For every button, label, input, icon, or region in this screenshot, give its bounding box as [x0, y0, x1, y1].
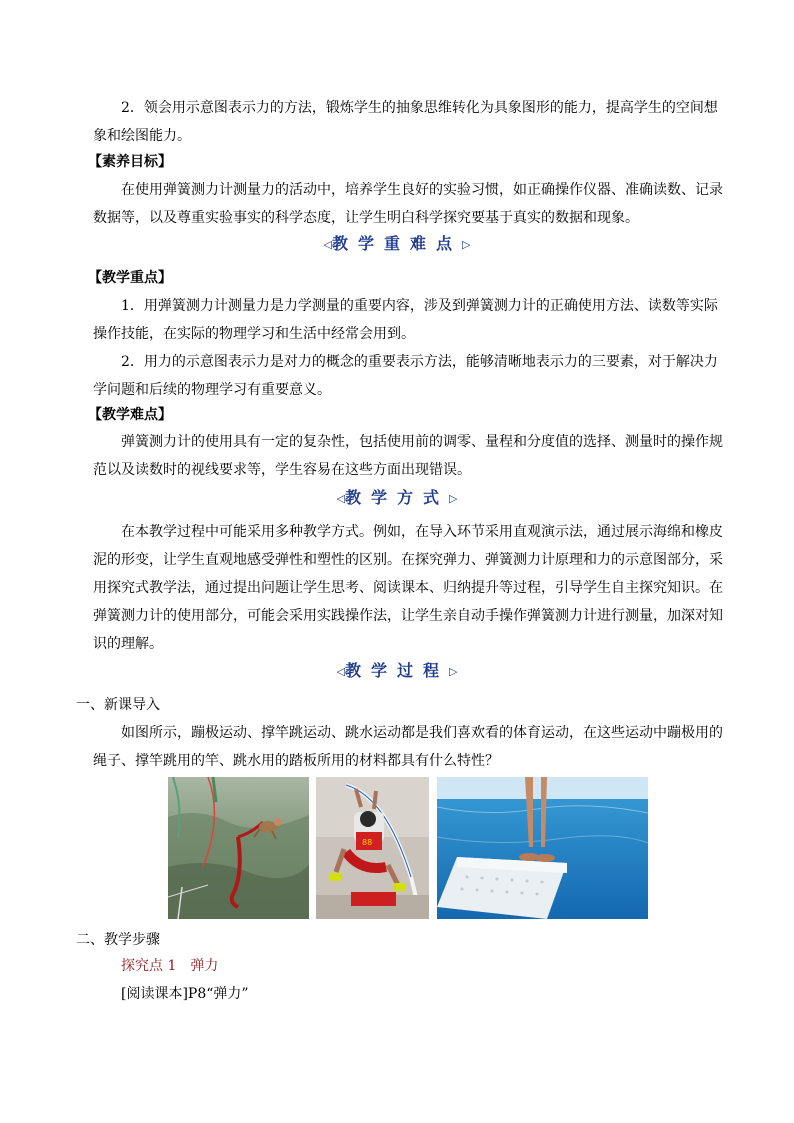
paragraph-skill-2: 2．领会用示意图表示力的方法，锻炼学生的抽象思维转化为具象图形的能力，提高学生的空间想象和绘图能力。	[93, 100, 718, 144]
section-title-process	[0, 660, 794, 683]
section-title-method	[0, 487, 794, 510]
section-title-key-difficult	[0, 233, 794, 256]
heading-nandian: 【教学难点】	[88, 407, 172, 423]
pole-vault-photo	[316, 777, 429, 919]
paragraph-key-1: 1．用弹簧测力计测量力是力学测量的重要内容，涉及到弹簧测力计的正确使用方法、读数等实际操作技能，在实际的物理学习和生活中经常会用到。	[93, 298, 718, 342]
bungee-photo	[168, 777, 309, 919]
left-triangle-icon: ◁	[336, 665, 345, 678]
read-textbook: [阅读课本]P8“弹力”	[121, 986, 249, 1002]
svg-text:88: 88	[362, 838, 373, 847]
left-triangle-icon: ◁	[323, 238, 332, 251]
left-triangle-icon: ◁	[336, 492, 345, 505]
paragraph-key-2: 2．用力的示意图表示力是对力的概念的重要表示方法，能够清晰地表示力的三要素，对于解决力学问题和后续的物理学习有重要意义。	[93, 354, 718, 398]
right-triangle-icon: ▷	[449, 492, 458, 505]
explore-point-1: 探究点 1 弹力	[121, 958, 219, 974]
section-title-text: 教学过程	[344, 661, 449, 680]
diving-board-photo	[437, 777, 648, 919]
right-triangle-icon: ▷	[462, 238, 471, 251]
paragraph-method: 在本教学过程中可能采用多种教学方式。例如，在导入环节采用直观演示法，通过展示海绵和橡皮泥的形变，让学生直观地感受弹性和塑性的区别。在探究弹力、弹簧测力计原理和力的示意图部分，采用探究式教学法，通过提出问题让学生思考、阅读课本、归纳提升等过程，引导学生自主探究知识。在弹簧测力计的使用部分，可能会采用实践操作法，让学生亲自动手操作弹簧测力计进行测量，加深对知识的理解。	[93, 524, 723, 652]
right-triangle-icon: ▷	[449, 665, 458, 678]
heading-zhongdian: 【教学重点】	[88, 270, 172, 286]
section-title-text: 教学重难点	[331, 234, 462, 253]
paragraph-suyang: 在使用弹簧测力计测量力的活动中，培养学生良好的实验习惯，如正确操作仪器、准确读数、记录数据等，以及尊重实验事实的科学态度，让学生明白科学探究要基于真实的数据和现象。	[93, 182, 723, 226]
section-title-text: 教学方式	[344, 488, 449, 507]
paragraph-difficult: 弹簧测力计的使用具有一定的复杂性，包括使用前的调零、量程和分度值的选择、测量时的操作规范以及读数时的视线要求等，学生容易在这些方面出现错误。	[93, 434, 723, 478]
heading-suyang: 【素养目标】	[88, 154, 172, 170]
heading-steps: 二、教学步骤	[76, 932, 160, 948]
paragraph-intro: 如图所示，蹦极运动、撑竿跳运动、跳水运动都是我们喜欢看的体育运动，在这些运动中蹦极用的绳子、撑竿跳用的竿、跳水用的踏板所用的材料都具有什么特性？	[93, 725, 723, 769]
heading-intro: 一、新课导入	[76, 697, 160, 713]
